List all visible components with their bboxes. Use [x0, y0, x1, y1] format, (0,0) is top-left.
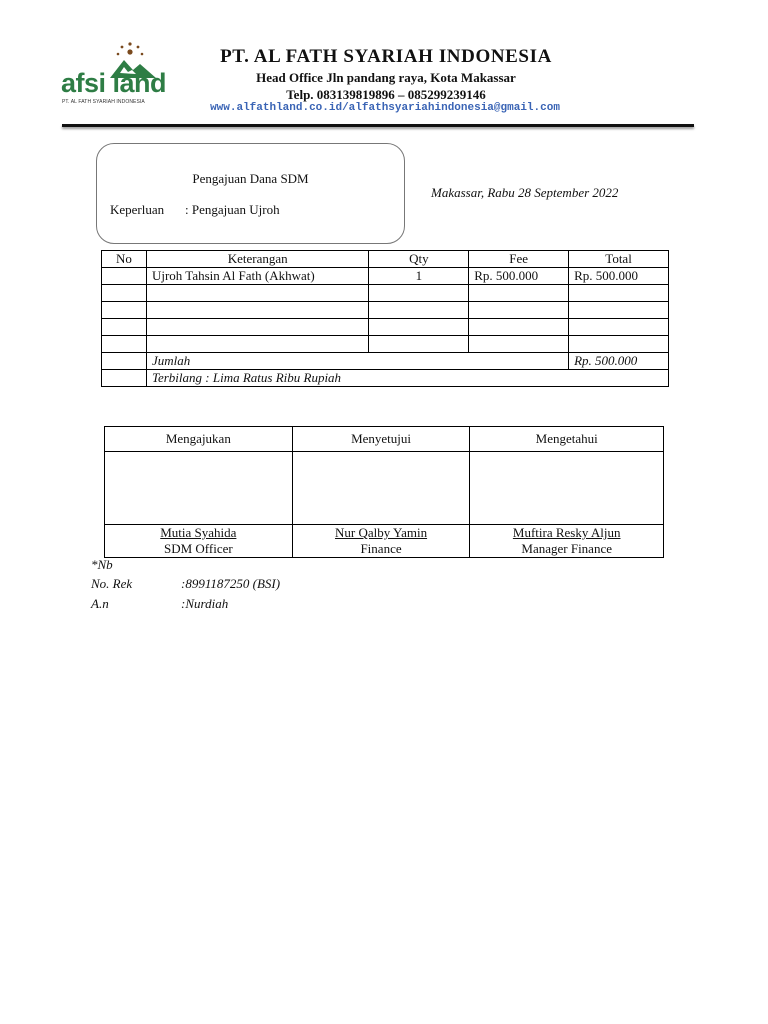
sum-no-cell — [102, 353, 147, 370]
sum-label: Jumlah — [146, 353, 568, 370]
purpose-value: : Pengajuan Ujroh — [185, 202, 280, 217]
cell-no — [102, 336, 147, 353]
note-marker: *Nb — [91, 557, 113, 572]
signer-name: Muftira Resky Aljun — [512, 525, 621, 540]
signer-name: Nur Qalby Yamin — [334, 525, 428, 540]
cell-no — [102, 268, 147, 285]
company-name: PT. AL FATH SYARIAH INDONESIA — [220, 46, 552, 67]
purpose-label: Keperluan — [110, 202, 165, 217]
role-submitter: Mengajukan — [105, 427, 293, 452]
signature-space — [292, 452, 470, 525]
cell-qty — [369, 285, 469, 302]
cell-keterangan — [146, 319, 369, 336]
signer-cell — [470, 525, 664, 558]
header-fee: Fee — [469, 251, 569, 268]
cell-keterangan — [146, 285, 369, 302]
signature-table — [104, 426, 664, 558]
role-approver: Menyetujui — [292, 427, 470, 452]
table-row — [102, 319, 669, 336]
cell-fee — [469, 285, 569, 302]
header-keterangan: Keterangan — [146, 251, 369, 268]
table-row — [102, 285, 669, 302]
cell-qty: 1 — [369, 268, 469, 285]
company-phone: Telp. 083139819896 – 085299239146 — [286, 87, 486, 102]
cell-qty — [369, 319, 469, 336]
table-row — [102, 302, 669, 319]
cell-qty — [369, 302, 469, 319]
account-value: :8991187250 (BSI) — [181, 576, 281, 591]
cell-fee — [469, 302, 569, 319]
logo-wordmark: afsi land — [61, 68, 167, 98]
signer-name: Mutia Syahida — [160, 525, 237, 540]
amount-in-words: Terbilang : Lima Ratus Ribu Rupiah — [146, 370, 668, 387]
sum-row — [102, 353, 669, 370]
cell-keterangan — [146, 302, 369, 319]
header-total: Total — [569, 251, 669, 268]
company-website[interactable]: www.alfathland.co.id/alfathsyariahindonesia@gmail.com — [210, 102, 560, 114]
signer-title: Manager Finance — [521, 541, 612, 556]
cell-fee — [469, 319, 569, 336]
cell-qty — [369, 336, 469, 353]
cell-fee: Rp. 500.000 — [469, 268, 569, 285]
star-icon — [117, 42, 144, 55]
signature-space-row — [105, 452, 664, 525]
items-table — [101, 250, 669, 387]
signature-space — [105, 452, 293, 525]
holder-value: :Nurdiah — [181, 596, 229, 611]
request-title: Pengajuan Dana SDM — [192, 171, 309, 186]
table-row — [102, 336, 669, 353]
table-header-row — [102, 251, 669, 268]
header-divider — [62, 124, 694, 127]
sum-value: Rp. 500.000 — [569, 353, 669, 370]
cell-no — [102, 319, 147, 336]
header-no: No — [102, 251, 147, 268]
header-qty: Qty — [369, 251, 469, 268]
cell-total: Rp. 500.000 — [569, 268, 669, 285]
holder-label: A.n — [91, 596, 109, 611]
account-label: No. Rek — [91, 576, 133, 591]
words-row — [102, 370, 669, 387]
cell-no — [102, 302, 147, 319]
signer-title: Finance — [360, 541, 402, 556]
cell-total — [569, 302, 669, 319]
table-row — [102, 268, 669, 285]
signature-role-row — [105, 427, 664, 452]
words-no-cell — [102, 370, 147, 387]
cell-fee — [469, 336, 569, 353]
signature-name-row — [105, 525, 664, 558]
role-acknowledger: Mengetahui — [470, 427, 664, 452]
signer-cell — [105, 525, 293, 558]
cell-total — [569, 319, 669, 336]
request-box — [96, 143, 405, 244]
cell-no — [102, 285, 147, 302]
place-date: Makassar, Rabu 28 September 2022 — [431, 185, 619, 200]
cell-total — [569, 285, 669, 302]
cell-total — [569, 336, 669, 353]
company-address: Head Office Jln pandang raya, Kota Makassar — [256, 70, 516, 85]
signature-space — [470, 452, 664, 525]
logo-subtitle: PT. AL FATH SYARIAH INDONESIA — [62, 99, 145, 105]
cell-keterangan: Ujroh Tahsin Al Fath (Akhwat) — [146, 268, 369, 285]
signer-title: SDM Officer — [163, 541, 233, 556]
cell-keterangan — [146, 336, 369, 353]
signer-cell — [292, 525, 470, 558]
